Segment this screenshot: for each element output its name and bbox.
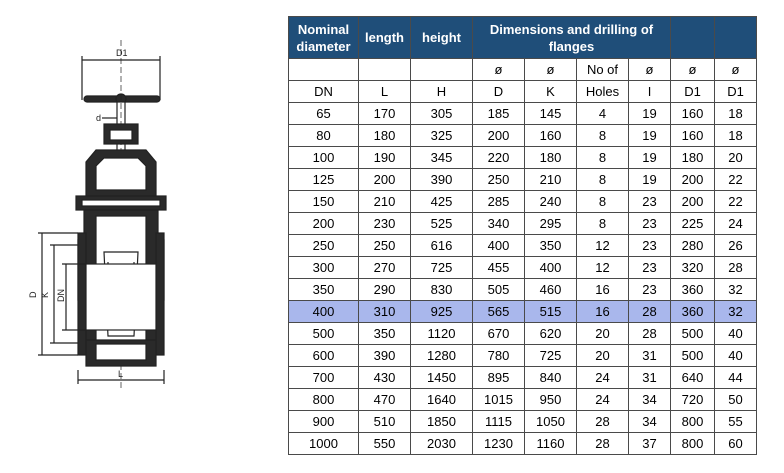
table-cell: 565 (473, 301, 525, 323)
table-cell: 250 (473, 169, 525, 191)
table-row (289, 411, 757, 433)
table-cell (359, 59, 411, 81)
table-cell: 23 (629, 235, 671, 257)
table-cell: D1 (715, 81, 757, 103)
table-cell: 23 (629, 257, 671, 279)
table-cell: 345 (411, 147, 473, 169)
table-cell: 20 (577, 345, 629, 367)
table-cell: 34 (629, 389, 671, 411)
table-cell: 300 (289, 257, 359, 279)
table-cell: 170 (359, 103, 411, 125)
table-cell: 390 (411, 169, 473, 191)
table-cell: 1120 (411, 323, 473, 345)
table-cell: 285 (473, 191, 525, 213)
dimensions-table (288, 16, 757, 455)
table-cell: 250 (359, 235, 411, 257)
table-cell: ø (525, 59, 577, 81)
table-cell: 525 (411, 213, 473, 235)
table-cell: 305 (411, 103, 473, 125)
table-cell: 185 (473, 103, 525, 125)
table-cell: 125 (289, 169, 359, 191)
table-cell: 8 (577, 125, 629, 147)
table-cell: 28 (577, 411, 629, 433)
table-cell: 28 (577, 433, 629, 455)
table-cell: ø (671, 59, 715, 81)
table-cell: 160 (525, 125, 577, 147)
table-cell: 340 (473, 213, 525, 235)
table-cell: 430 (359, 367, 411, 389)
table-cell: 225 (671, 213, 715, 235)
k-label: K (40, 291, 50, 298)
table-cell: 510 (359, 411, 411, 433)
table-cell: 1450 (411, 367, 473, 389)
table-cell: 280 (671, 235, 715, 257)
subheader-row (289, 59, 757, 81)
table-cell: DN (289, 81, 359, 103)
table-cell: 19 (629, 147, 671, 169)
table-cell: 670 (473, 323, 525, 345)
table-cell: 24 (577, 389, 629, 411)
table-cell: D1 (671, 81, 715, 103)
table-cell: 925 (411, 301, 473, 323)
table-cell: 900 (289, 411, 359, 433)
table-cell: 350 (525, 235, 577, 257)
table-cell: 1050 (525, 411, 577, 433)
table-cell: 200 (473, 125, 525, 147)
table-cell: 350 (289, 279, 359, 301)
table-cell: 550 (359, 433, 411, 455)
table-cell (289, 59, 359, 81)
table-cell: 640 (671, 367, 715, 389)
table-cell: 800 (289, 389, 359, 411)
table-cell: 295 (525, 213, 577, 235)
header-flanges: Dimensions and drilling of flanges (473, 17, 671, 59)
table-cell: 500 (671, 323, 715, 345)
table-cell: 32 (715, 279, 757, 301)
table-cell: 400 (525, 257, 577, 279)
table-row (289, 367, 757, 389)
l-label: L (118, 369, 124, 379)
table-cell: L (359, 81, 411, 103)
table-cell: 37 (629, 433, 671, 455)
table-cell: 620 (525, 323, 577, 345)
table-cell: K (525, 81, 577, 103)
table-cell: 160 (671, 125, 715, 147)
table-cell: D (473, 81, 525, 103)
table-cell: 320 (671, 257, 715, 279)
table-cell: 4 (577, 103, 629, 125)
table-cell: 210 (359, 191, 411, 213)
gate-valve-drawing (0, 0, 240, 473)
table-cell: ø (715, 59, 757, 81)
table-cell: Holes (577, 81, 629, 103)
header-height: height (411, 17, 473, 59)
table-row (289, 323, 757, 345)
table-cell: ø (629, 59, 671, 81)
table-cell: 780 (473, 345, 525, 367)
table-row (289, 147, 757, 169)
table-row (289, 191, 757, 213)
table-cell: 455 (473, 257, 525, 279)
table-cell: 180 (359, 125, 411, 147)
table-row (289, 103, 757, 125)
table-cell: 65 (289, 103, 359, 125)
table-cell: 55 (715, 411, 757, 433)
table-cell: 40 (715, 323, 757, 345)
table-cell: 1850 (411, 411, 473, 433)
table-cell: 1280 (411, 345, 473, 367)
table-cell: 24 (577, 367, 629, 389)
table-cell: 270 (359, 257, 411, 279)
table-cell: 23 (629, 213, 671, 235)
table-cell: 470 (359, 389, 411, 411)
table-cell (411, 59, 473, 81)
table-cell: 230 (359, 213, 411, 235)
table-cell: 60 (715, 433, 757, 455)
table-cell: 250 (289, 235, 359, 257)
table-cell: 200 (671, 191, 715, 213)
table-cell: 600 (289, 345, 359, 367)
table-row (289, 169, 757, 191)
table-cell: 190 (359, 147, 411, 169)
table-cell: 150 (289, 191, 359, 213)
table-cell: 950 (525, 389, 577, 411)
dn-label: DN (56, 289, 66, 302)
table-row (289, 433, 757, 455)
table-cell: No of (577, 59, 629, 81)
table-cell: 210 (525, 169, 577, 191)
table-cell: 31 (629, 345, 671, 367)
table-cell: 28 (629, 301, 671, 323)
table-cell: 2030 (411, 433, 473, 455)
table-cell: 23 (629, 191, 671, 213)
units-row (289, 81, 757, 103)
table-cell: 390 (359, 345, 411, 367)
table-cell: 400 (289, 301, 359, 323)
table-cell: 19 (629, 169, 671, 191)
d1-label: D1 (116, 48, 128, 58)
table-cell: 180 (671, 147, 715, 169)
table-cell: 310 (359, 301, 411, 323)
table-cell: 23 (629, 279, 671, 301)
table-cell: 200 (289, 213, 359, 235)
table-cell: 8 (577, 169, 629, 191)
table-cell: 515 (525, 301, 577, 323)
table-cell: 240 (525, 191, 577, 213)
table-cell: 720 (671, 389, 715, 411)
table-cell: 500 (289, 323, 359, 345)
table-cell: ø (473, 59, 525, 81)
table-cell: 505 (473, 279, 525, 301)
table-cell: 1160 (525, 433, 577, 455)
table-cell: 18 (715, 103, 757, 125)
table-cell: 500 (671, 345, 715, 367)
table-row (289, 389, 757, 411)
table-cell: 1230 (473, 433, 525, 455)
table-cell: 425 (411, 191, 473, 213)
table-row (289, 125, 757, 147)
table-cell: 80 (289, 125, 359, 147)
table-cell: 28 (629, 323, 671, 345)
table-cell: 8 (577, 213, 629, 235)
table-cell: 18 (715, 125, 757, 147)
table-cell: 350 (359, 323, 411, 345)
table-cell: 460 (525, 279, 577, 301)
table-cell: 800 (671, 411, 715, 433)
table-row (289, 213, 757, 235)
table-cell: 31 (629, 367, 671, 389)
table-cell: 1115 (473, 411, 525, 433)
table-row (289, 257, 757, 279)
table-cell: 200 (359, 169, 411, 191)
table-cell: 360 (671, 279, 715, 301)
table-cell: 325 (411, 125, 473, 147)
table-cell: 12 (577, 235, 629, 257)
table-cell: 290 (359, 279, 411, 301)
table-cell: 180 (525, 147, 577, 169)
table-cell: 16 (577, 279, 629, 301)
table-cell: 12 (577, 257, 629, 279)
table-cell: 616 (411, 235, 473, 257)
table-cell: 840 (525, 367, 577, 389)
header-length: length (359, 17, 411, 59)
table-cell: I (629, 81, 671, 103)
header-nominal-diameter: Nominal diameter (289, 17, 359, 59)
table-cell: 220 (473, 147, 525, 169)
table-cell: 360 (671, 301, 715, 323)
d-label: d (96, 113, 102, 123)
table-cell: 28 (715, 257, 757, 279)
table-cell: 160 (671, 103, 715, 125)
table-cell: 700 (289, 367, 359, 389)
table-cell: 725 (411, 257, 473, 279)
header-blank-2 (715, 17, 757, 59)
table-cell: 22 (715, 169, 757, 191)
table-cell: 20 (715, 147, 757, 169)
table-cell: 8 (577, 147, 629, 169)
big-d-label: D (28, 291, 38, 298)
table-cell: 19 (629, 125, 671, 147)
table-cell: 200 (671, 169, 715, 191)
table-cell: 725 (525, 345, 577, 367)
table-row (289, 345, 757, 367)
table-cell: 20 (577, 323, 629, 345)
table-cell: 830 (411, 279, 473, 301)
table-cell: 8 (577, 191, 629, 213)
table-cell: 24 (715, 213, 757, 235)
table-cell: 26 (715, 235, 757, 257)
table-cell: 32 (715, 301, 757, 323)
table-cell: 19 (629, 103, 671, 125)
table-cell: 800 (671, 433, 715, 455)
table-cell: 1000 (289, 433, 359, 455)
table-cell: 16 (577, 301, 629, 323)
table-cell: 400 (473, 235, 525, 257)
table-cell: 100 (289, 147, 359, 169)
table-cell: 1015 (473, 389, 525, 411)
table-cell: H (411, 81, 473, 103)
header-blank-1 (671, 17, 715, 59)
table-cell: 145 (525, 103, 577, 125)
table-cell: 895 (473, 367, 525, 389)
table-cell: 34 (629, 411, 671, 433)
table-row (289, 301, 757, 323)
table-cell: 22 (715, 191, 757, 213)
table-cell: 40 (715, 345, 757, 367)
table-cell: 44 (715, 367, 757, 389)
table-row (289, 279, 757, 301)
table-cell: 50 (715, 389, 757, 411)
table-cell: 1640 (411, 389, 473, 411)
table-row (289, 235, 757, 257)
